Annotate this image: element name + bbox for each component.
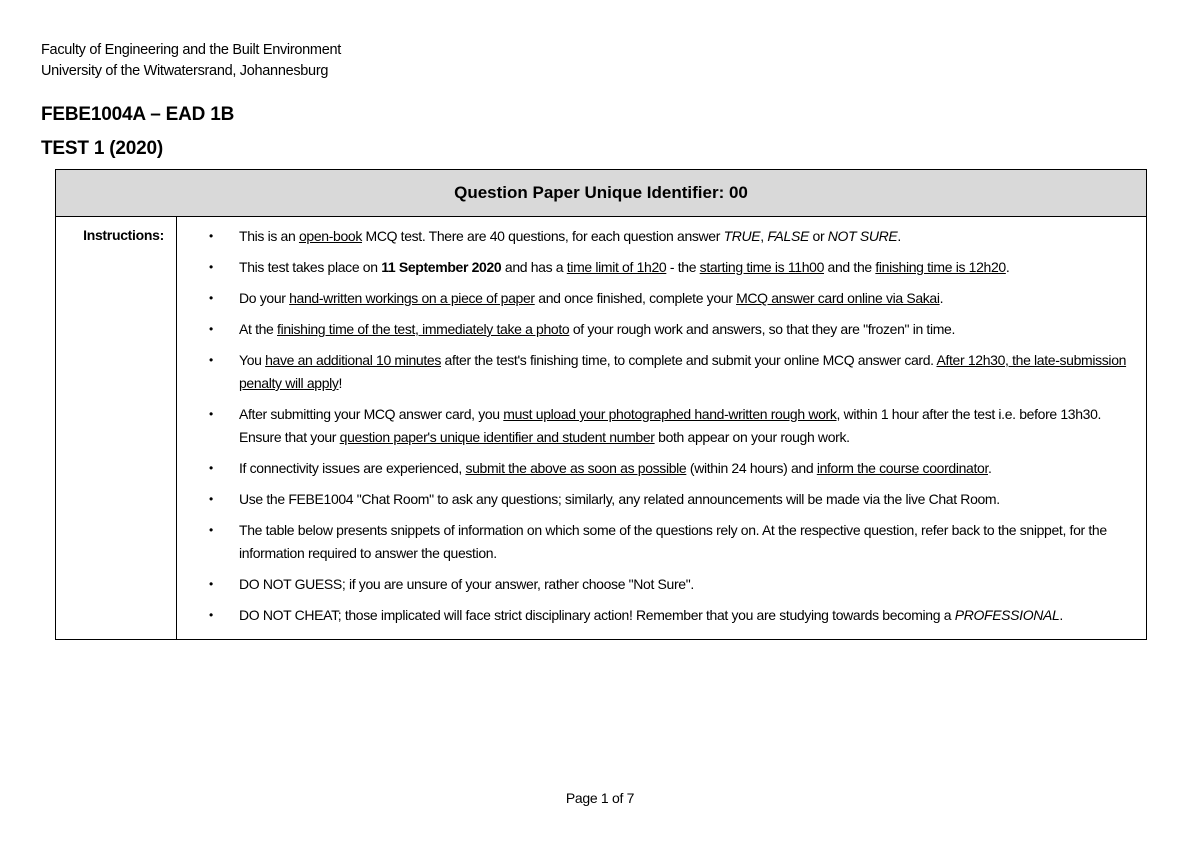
instruction-text-run: submit the above as soon as possible <box>465 460 687 476</box>
instruction-text-run: NOT SURE <box>827 228 898 244</box>
instruction-item <box>209 403 1132 449</box>
instructions-row <box>56 217 1147 640</box>
instruction-text-run: and the <box>824 259 876 275</box>
instruction-text-run: You <box>239 352 266 368</box>
unique-identifier-heading: Question Paper Unique Identifier: 00 <box>56 170 1147 217</box>
instruction-text-run: (within 24 hours) and <box>686 460 817 476</box>
instruction-text-run: Use the FEBE1004 "Chat Room" to ask any questions; similarly, any related announcements will be made via the live Chat Room. <box>239 491 1000 507</box>
instruction-text-run: MCQ answer card online via Sakai <box>736 290 940 306</box>
instruction-text-run: PROFESSIONAL <box>954 607 1060 623</box>
instruction-text-run: open-book <box>298 228 362 244</box>
instruction-item <box>209 457 1132 480</box>
instruction-text-run: , <box>760 228 768 244</box>
instruction-text-run: . <box>897 228 901 244</box>
instructions-cell <box>177 217 1147 640</box>
instruction-item <box>209 225 1132 248</box>
bullet-icon: • <box>209 523 213 537</box>
instruction-text-run: After submitting your MCQ answer card, you <box>239 406 504 422</box>
instruction-text-run: finishing time is 12h20 <box>875 259 1006 275</box>
instruction-text-run: , within 1 hour after the test i.e. before 13h30. Ensure that your <box>239 406 1102 445</box>
instruction-text-run: have an additional 10 minutes <box>265 352 441 368</box>
instruction-text-run: DO NOT GUESS; if you are unsure of your answer, rather choose "Not Sure". <box>239 576 694 592</box>
instruction-item <box>209 519 1132 565</box>
bullet-icon: • <box>209 353 213 367</box>
instruction-text-run: after the test's finishing time, to complete and submit your online MCQ answer card. <box>441 352 937 368</box>
instruction-text-run: TRUE <box>723 228 761 244</box>
test-title: TEST 1 (2020) <box>41 138 164 159</box>
instruction-text-run: of your rough work and answers, so that they are "frozen" in time. <box>569 321 956 337</box>
bullet-icon: • <box>209 608 213 622</box>
instruction-text-run: or <box>808 228 828 244</box>
instruction-text-run: 11 September 2020 <box>381 259 502 275</box>
instruction-text-run: . <box>939 290 944 306</box>
instruction-text-run: finishing time of the test, immediately take a photo <box>277 321 570 337</box>
bullet-icon: • <box>209 229 213 243</box>
instruction-text-run: This test takes place on <box>239 259 382 275</box>
instruction-item <box>209 573 1132 596</box>
instruction-text-run: DO NOT CHEAT; those implicated will face strict disciplinary action! Remember that you are studying towards becoming a <box>239 607 955 623</box>
faculty-name: Faculty of Engineering and the Built Environment <box>41 42 341 58</box>
instruction-text-run: hand-written workings on a piece of paper <box>289 290 535 306</box>
instructions-table <box>55 169 1147 640</box>
bullet-icon: • <box>209 577 213 591</box>
instruction-text-run: . <box>1005 259 1010 275</box>
instruction-text-run: both appear on your rough work. <box>654 429 850 445</box>
instruction-text-run: The table below presents snippets of information on which some of the questions rely on. At the respective question, refer back to the snippet, for the information required to answer the question. <box>239 522 1107 561</box>
instruction-text-run: starting time is 11h00 <box>699 259 825 275</box>
instruction-text-run: FALSE <box>767 228 809 244</box>
bullet-icon: • <box>209 407 213 421</box>
instruction-text-run: time limit of 1h20 <box>566 259 667 275</box>
instruction-text-run: and has a <box>501 259 567 275</box>
bullet-icon: • <box>209 291 213 305</box>
instruction-text-run: MCQ test. There are 40 questions, for each question answer <box>361 228 724 244</box>
instruction-text-run: question paper's unique identifier and student number <box>339 429 655 445</box>
bullet-icon: • <box>209 461 213 475</box>
instruction-text-run: . <box>987 460 992 476</box>
instruction-text-run: must upload your photographed hand-written rough work <box>503 406 837 422</box>
instruction-item <box>209 318 1132 341</box>
instruction-item <box>209 349 1132 395</box>
instruction-text-run: ! <box>338 375 343 391</box>
instruction-item <box>209 488 1132 511</box>
instruction-text-run: - the <box>666 259 700 275</box>
instructions-label: Instructions: <box>56 217 177 640</box>
instruction-text-run: and once finished, complete your <box>534 290 737 306</box>
university-name: University of the Witwatersrand, Johannesburg <box>41 63 329 79</box>
instruction-text-run: After 12h30, the late-submission penalty will apply <box>239 352 1127 391</box>
page-number: Page 1 of 7 <box>565 790 635 806</box>
bullet-icon: • <box>209 492 213 506</box>
instructions-list <box>209 225 1132 627</box>
instruction-item <box>209 256 1132 279</box>
course-code-title: FEBE1004A – EAD 1B <box>41 104 235 125</box>
instruction-text-run: inform the course coordinator <box>816 460 988 476</box>
instruction-text-run: At the <box>239 321 278 337</box>
instruction-text-run: Do your <box>239 290 290 306</box>
instruction-item <box>209 604 1132 627</box>
instruction-text-run: This is an <box>239 228 299 244</box>
bullet-icon: • <box>209 322 213 336</box>
instruction-item <box>209 287 1132 310</box>
instruction-text-run: . <box>1059 607 1063 623</box>
bullet-icon: • <box>209 260 213 274</box>
instruction-text-run: If connectivity issues are experienced, <box>239 460 466 476</box>
table-header-row <box>56 170 1147 217</box>
